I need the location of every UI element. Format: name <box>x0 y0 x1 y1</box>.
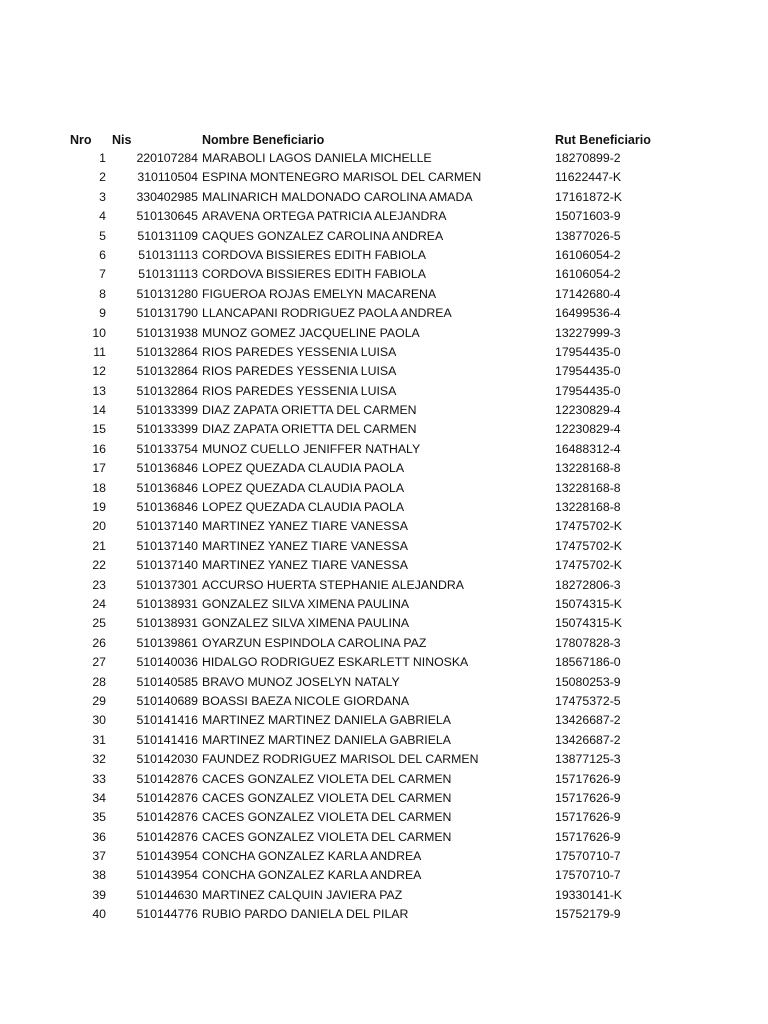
row-nombre-beneficiario: LOPEZ QUEZADA CLAUDIA PAOLA <box>202 500 405 515</box>
row-nombre-beneficiario: RIOS PAREDES YESSENIA LUISA <box>202 383 397 398</box>
table-row <box>0 731 768 750</box>
table-row <box>0 673 768 692</box>
row-rut-beneficiario: 17954435-0 <box>555 364 621 379</box>
table-row <box>0 401 768 420</box>
row-nombre-beneficiario: CORDOVA BISSIERES EDITH FABIOLA <box>202 247 426 262</box>
row-nis: 510131113 <box>138 267 198 282</box>
row-nis: 510131938 <box>136 325 198 340</box>
row-nis: 510136846 <box>136 461 198 476</box>
table-row <box>0 440 768 459</box>
row-rut-beneficiario: 16488312-4 <box>555 441 621 456</box>
row-nis: 510137140 <box>136 519 198 534</box>
row-nro: 23 <box>92 577 106 592</box>
row-nombre-beneficiario: MALINARICH MALDONADO CAROLINA AMADA <box>202 189 473 204</box>
row-nis: 510133754 <box>136 441 198 456</box>
table-row <box>0 265 768 284</box>
row-nombre-beneficiario: ESPINA MONTENEGRO MARISOL DEL CARMEN <box>202 170 482 185</box>
row-nis: 510137140 <box>136 538 198 553</box>
row-nis: 510142030 <box>136 752 198 767</box>
row-nro: 14 <box>92 403 106 418</box>
row-nis: 220107284 <box>136 151 198 165</box>
header-nis: Nis <box>112 133 132 147</box>
row-nombre-beneficiario: LOPEZ QUEZADA CLAUDIA PAOLA <box>202 480 405 495</box>
row-nro: 10 <box>92 325 106 340</box>
table-row <box>0 479 768 498</box>
row-nombre-beneficiario: CACES GONZALEZ VIOLETA DEL CARMEN <box>202 771 452 786</box>
row-nombre-beneficiario: RIOS PAREDES YESSENIA LUISA <box>202 344 397 359</box>
row-nombre-beneficiario: RIOS PAREDES YESSENIA LUISA <box>202 364 397 379</box>
row-nis: 510132864 <box>136 344 198 359</box>
table-row <box>0 227 768 246</box>
row-nis: 510144776 <box>136 907 198 922</box>
row-rut-beneficiario: 17142680-4 <box>555 286 621 301</box>
row-rut-beneficiario: 13426687-2 <box>555 713 621 728</box>
row-rut-beneficiario: 15717626-9 <box>555 810 621 825</box>
row-nombre-beneficiario: CACES GONZALEZ VIOLETA DEL CARMEN <box>202 810 452 825</box>
row-nis: 510131113 <box>138 247 198 262</box>
row-rut-beneficiario: 17570710-7 <box>555 849 621 864</box>
row-rut-beneficiario: 13877125-3 <box>555 752 621 767</box>
table-row <box>0 285 768 304</box>
row-nis: 510137140 <box>136 558 198 573</box>
row-nro: 9 <box>99 306 106 321</box>
row-nombre-beneficiario: FAUNDEZ RODRIGUEZ MARISOL DEL CARMEN <box>202 752 479 767</box>
row-nro: 31 <box>92 732 106 747</box>
row-nro: 21 <box>92 538 106 553</box>
row-rut-beneficiario: 19330141-K <box>555 887 623 902</box>
table-row <box>0 711 768 730</box>
row-nis: 510137301 <box>136 577 198 592</box>
table-row <box>0 556 768 575</box>
row-rut-beneficiario: 11622447-K <box>555 170 622 185</box>
row-nro: 34 <box>92 790 106 805</box>
table-row <box>0 905 768 924</box>
row-nis: 510138931 <box>136 616 198 631</box>
row-nombre-beneficiario: HIDALGO RODRIGUEZ ESKARLETT NINOSKA <box>202 655 469 670</box>
table-row <box>0 692 768 711</box>
row-nis: 510142876 <box>136 790 198 805</box>
row-nombre-beneficiario: ACCURSO HUERTA STEPHANIE ALEJANDRA <box>202 577 464 592</box>
header-nro: Nro <box>70 133 92 147</box>
table-row <box>0 188 768 207</box>
row-nis: 510136846 <box>136 500 198 515</box>
row-rut-beneficiario: 15717626-9 <box>555 771 621 786</box>
row-nro: 17 <box>92 461 106 476</box>
row-nombre-beneficiario: LOPEZ QUEZADA CLAUDIA PAOLA <box>202 461 405 476</box>
table-row <box>0 420 768 439</box>
row-nro: 24 <box>92 596 106 611</box>
table-row <box>0 789 768 808</box>
row-nombre-beneficiario: MUNOZ CUELLO JENIFFER NATHALY <box>202 441 421 456</box>
table-row <box>0 808 768 827</box>
row-nro: 11 <box>93 344 106 359</box>
row-rut-beneficiario: 17807828-3 <box>555 635 621 650</box>
row-nombre-beneficiario: ARAVENA ORTEGA PATRICIA ALEJANDRA <box>202 209 447 224</box>
row-rut-beneficiario: 15071603-9 <box>555 209 621 224</box>
row-nis: 510142876 <box>136 810 198 825</box>
row-nro: 4 <box>99 209 106 224</box>
row-nis: 330402985 <box>136 189 198 204</box>
table-row <box>0 343 768 362</box>
row-nis: 510141416 <box>136 732 198 747</box>
row-rut-beneficiario: 12230829-4 <box>555 422 621 437</box>
row-rut-beneficiario: 17475372-5 <box>555 693 621 708</box>
row-nombre-beneficiario: DIAZ ZAPATA ORIETTA DEL CARMEN <box>202 403 417 418</box>
row-rut-beneficiario: 18567186-0 <box>555 655 621 670</box>
row-rut-beneficiario: 17954435-0 <box>555 344 621 359</box>
row-nis: 510144630 <box>136 887 198 902</box>
row-nis: 510143954 <box>136 849 198 864</box>
row-rut-beneficiario: 16106054-2 <box>555 247 621 262</box>
row-nombre-beneficiario: MARTINEZ CALQUIN JAVIERA PAZ <box>202 887 403 902</box>
table-row <box>0 866 768 885</box>
row-nis: 510142876 <box>136 829 198 844</box>
row-rut-beneficiario: 13228168-8 <box>555 500 621 515</box>
row-nro: 37 <box>92 849 106 864</box>
row-nro: 25 <box>92 616 106 631</box>
row-nro: 7 <box>99 267 106 282</box>
table-row <box>0 614 768 633</box>
row-nro: 22 <box>92 558 106 573</box>
table-row <box>0 576 768 595</box>
row-nombre-beneficiario: GONZALEZ SILVA XIMENA PAULINA <box>202 596 410 611</box>
row-rut-beneficiario: 17954435-0 <box>555 383 621 398</box>
row-nis: 510136846 <box>136 480 198 495</box>
row-nro: 15 <box>92 422 106 437</box>
row-nro: 5 <box>99 228 106 243</box>
row-nro: 35 <box>92 810 106 825</box>
table-row <box>0 653 768 672</box>
row-rut-beneficiario: 15074315-K <box>555 616 623 631</box>
table-row <box>0 595 768 614</box>
row-nis: 510132864 <box>136 364 198 379</box>
row-nombre-beneficiario: MARTINEZ YANEZ TIARE VANESSA <box>202 538 408 553</box>
row-nombre-beneficiario: DIAZ ZAPATA ORIETTA DEL CARMEN <box>202 422 417 437</box>
row-nis: 510143954 <box>136 868 198 883</box>
table-row <box>0 362 768 381</box>
row-nro: 32 <box>92 752 106 767</box>
row-rut-beneficiario: 18272806-3 <box>555 577 621 592</box>
row-rut-beneficiario: 15752179-9 <box>555 907 621 922</box>
table-row <box>0 304 768 323</box>
row-rut-beneficiario: 16106054-2 <box>555 267 621 282</box>
row-rut-beneficiario: 17475702-K <box>555 538 623 553</box>
row-nombre-beneficiario: MARTINEZ YANEZ TIARE VANESSA <box>202 558 408 573</box>
row-nombre-beneficiario: MARABOLI LAGOS DANIELA MICHELLE <box>202 151 432 165</box>
row-nro: 3 <box>99 189 106 204</box>
row-nombre-beneficiario: BRAVO MUNOZ JOSELYN NATALY <box>202 674 400 689</box>
row-nombre-beneficiario: BOASSI BAEZA NICOLE GIORDANA <box>202 693 410 708</box>
table-row <box>0 459 768 478</box>
row-nro: 30 <box>92 713 106 728</box>
row-nis: 510133399 <box>136 403 198 418</box>
row-nro: 28 <box>92 674 106 689</box>
row-nro: 8 <box>99 286 106 301</box>
row-rut-beneficiario: 16499536-4 <box>555 306 621 321</box>
row-nro: 1 <box>99 151 106 165</box>
row-nro: 19 <box>92 500 106 515</box>
row-nis: 510131790 <box>136 306 198 321</box>
table-row <box>0 750 768 769</box>
row-nro: 38 <box>92 868 106 883</box>
row-rut-beneficiario: 15717626-9 <box>555 829 621 844</box>
row-nis: 510131280 <box>136 286 198 301</box>
row-rut-beneficiario: 15717626-9 <box>555 790 621 805</box>
table-body <box>0 149 768 925</box>
row-nro: 39 <box>92 887 106 902</box>
row-nombre-beneficiario: FIGUEROA ROJAS EMELYN MACARENA <box>202 286 437 301</box>
row-nis: 510140036 <box>136 655 198 670</box>
row-nro: 20 <box>92 519 106 534</box>
row-nis: 510141416 <box>136 713 198 728</box>
row-nombre-beneficiario: CONCHA GONZALEZ KARLA ANDREA <box>202 849 422 864</box>
table-row <box>0 207 768 226</box>
header-rut-beneficiario: Rut Beneficiario <box>555 133 651 147</box>
row-nombre-beneficiario: LLANCAPANI RODRIGUEZ PAOLA ANDREA <box>202 306 452 321</box>
row-nro: 27 <box>92 655 106 670</box>
row-nro: 29 <box>92 693 106 708</box>
row-nis: 510133399 <box>136 422 198 437</box>
row-nombre-beneficiario: MARTINEZ MARTINEZ DANIELA GABRIELA <box>202 713 451 728</box>
row-rut-beneficiario: 13227999-3 <box>555 325 621 340</box>
row-nro: 26 <box>92 635 106 650</box>
row-nombre-beneficiario: OYARZUN ESPINDOLA CAROLINA PAZ <box>202 635 427 650</box>
row-nombre-beneficiario: MARTINEZ MARTINEZ DANIELA GABRIELA <box>202 732 451 747</box>
row-nro: 18 <box>92 480 106 495</box>
table-row <box>0 634 768 653</box>
table-row <box>0 847 768 866</box>
row-rut-beneficiario: 18270899-2 <box>555 151 621 165</box>
row-nro: 2 <box>99 170 106 185</box>
row-rut-beneficiario: 17475702-K <box>555 519 623 534</box>
row-nro: 12 <box>92 364 106 379</box>
row-nis: 510131109 <box>137 228 198 243</box>
row-nis: 310110504 <box>137 170 198 185</box>
table-row <box>0 246 768 265</box>
table-row <box>0 886 768 905</box>
row-nombre-beneficiario: MUNOZ GOMEZ JACQUELINE PAOLA <box>202 325 420 340</box>
row-nis: 510140689 <box>136 693 198 708</box>
table-row <box>0 517 768 536</box>
row-nombre-beneficiario: CAQUES GONZALEZ CAROLINA ANDREA <box>202 228 444 243</box>
row-nombre-beneficiario: GONZALEZ SILVA XIMENA PAULINA <box>202 616 410 631</box>
table-header <box>0 130 768 150</box>
row-rut-beneficiario: 13228168-8 <box>555 461 621 476</box>
row-nis: 510139861 <box>136 635 198 650</box>
table-row <box>0 770 768 789</box>
row-rut-beneficiario: 13426687-2 <box>555 732 621 747</box>
row-rut-beneficiario: 15080253-9 <box>555 674 621 689</box>
row-nombre-beneficiario: RUBIO PARDO DANIELA DEL PILAR <box>202 907 409 922</box>
row-nis: 510130645 <box>136 209 198 224</box>
row-nro: 13 <box>92 383 106 398</box>
row-rut-beneficiario: 17161872-K <box>555 189 623 204</box>
row-nombre-beneficiario: CONCHA GONZALEZ KARLA ANDREA <box>202 868 422 883</box>
table-row <box>0 537 768 556</box>
row-nombre-beneficiario: CACES GONZALEZ VIOLETA DEL CARMEN <box>202 829 452 844</box>
row-nis: 510140585 <box>136 674 198 689</box>
table-row <box>0 149 768 168</box>
row-rut-beneficiario: 17570710-7 <box>555 868 621 883</box>
row-nis: 510142876 <box>136 771 198 786</box>
row-nombre-beneficiario: CACES GONZALEZ VIOLETA DEL CARMEN <box>202 790 452 805</box>
row-nis: 510138931 <box>136 596 198 611</box>
row-nro: 40 <box>92 907 106 922</box>
table-row <box>0 498 768 517</box>
row-rut-beneficiario: 13228168-8 <box>555 480 621 495</box>
row-nro: 33 <box>92 771 106 786</box>
row-nis: 510132864 <box>136 383 198 398</box>
table-row <box>0 168 768 187</box>
row-rut-beneficiario: 12230829-4 <box>555 403 621 418</box>
row-nro: 16 <box>92 441 106 456</box>
table-row <box>0 324 768 343</box>
row-nro: 6 <box>99 247 106 262</box>
row-nro: 36 <box>92 829 106 844</box>
row-rut-beneficiario: 13877026-5 <box>555 228 621 243</box>
header-nombre-beneficiario: Nombre Beneficiario <box>202 133 325 147</box>
row-nombre-beneficiario: CORDOVA BISSIERES EDITH FABIOLA <box>202 267 426 282</box>
row-rut-beneficiario: 15074315-K <box>555 596 623 611</box>
table-row <box>0 382 768 401</box>
row-rut-beneficiario: 17475702-K <box>555 558 623 573</box>
table-row <box>0 828 768 847</box>
row-nombre-beneficiario: MARTINEZ YANEZ TIARE VANESSA <box>202 519 408 534</box>
